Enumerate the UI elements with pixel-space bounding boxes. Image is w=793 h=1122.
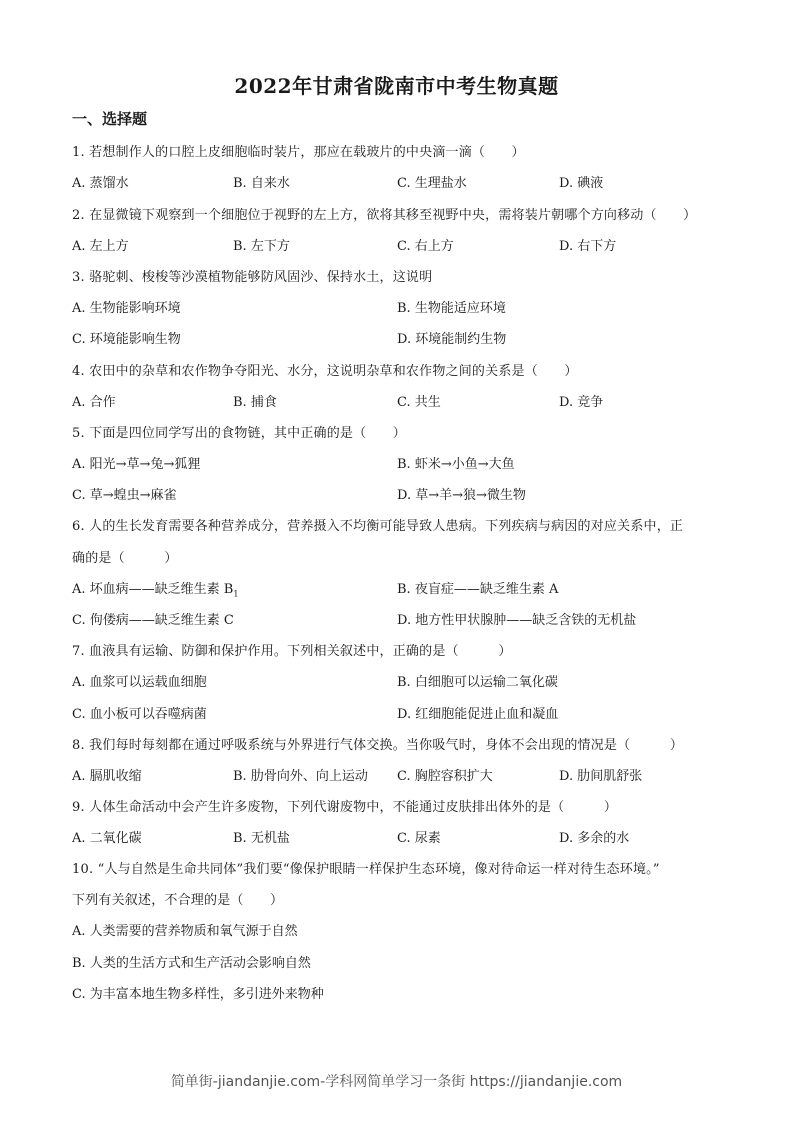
option-c: C. 血小板可以吞噬病菌 [72, 707, 207, 722]
section-heading: 一、选择题 [72, 110, 148, 128]
option-d: D. 肋间肌舒张 [559, 769, 643, 784]
option-b: B. 无机盐 [233, 831, 290, 846]
option-d: D. 红细胞能促进止血和凝血 [397, 707, 559, 722]
question-stem: 9. 人体生命活动中会产生许多废物，下列代谢废物中，不能通过皮肤排出体外的是（ ） [72, 800, 618, 815]
option-a: A. 蒸馏水 [72, 176, 129, 191]
question-stem: 5. 下面是四位同学写出的食物链，其中正确的是（ ） [72, 426, 406, 441]
option-a: A. 阳光→草→兔→狐狸 [72, 457, 201, 472]
option-c: C. 共生 [397, 395, 441, 410]
option-b: B. 左下方 [233, 239, 290, 254]
option-a [72, 578, 238, 599]
option-d: D. 地方性甲状腺肿——缺乏含铁的无机盐 [397, 613, 637, 628]
question-stem: 1. 若想制作人的口腔上皮细胞临时装片，那应在载玻片的中央滴一滴（ ） [72, 145, 525, 160]
option-c: C. 为丰富本地生物多样性，多引进外来物种 [72, 987, 324, 1002]
option-c: C. 环境能影响生物 [72, 332, 181, 347]
question-stem: 3. 骆驼刺、梭梭等沙漠植物能够防风固沙、保持水土，这说明 [72, 270, 433, 285]
option-c: C. 胸腔容积扩大 [397, 769, 493, 784]
option-b: B. 夜盲症——缺乏维生素 A [397, 582, 559, 597]
question-stem-continued: 下列有关叙述，不合理的是（ ） [72, 893, 284, 908]
option-a: A. 二氧化碳 [72, 831, 142, 846]
option-a: A. 人类需要的营养物质和氧气源于自然 [72, 924, 298, 939]
footer-watermark: 简单街-jiandanjie.com-学科网简单学习一条街 https://jiandanjie.com [170, 1074, 623, 1090]
option-c: C. 右上方 [397, 239, 454, 254]
option-a: A. 血浆可以运载血细胞 [72, 675, 207, 690]
option-d: D. 多余的水 [559, 831, 630, 846]
question-stem: 2. 在显微镜下观察到一个细胞位于视野的左上方，欲将其移至视野中央，需将装片朝哪个方向移动（ ） [72, 208, 697, 223]
option-d: D. 右下方 [559, 239, 617, 254]
option-b: B. 虾米→小鱼→大鱼 [397, 457, 515, 472]
option-a: A. 左上方 [72, 239, 129, 254]
question-stem: 6. 人的生长发育需要各种营养成分，营养摄入不均衡可能导致人患病。下列疾病与病因的对应关系中，正 [72, 519, 684, 534]
option-d: D. 草→羊→狼→微生物 [397, 488, 526, 503]
question-stem: 10. “人与自然是生命共同体”我们要“像保护眼睛一样保护生态环境，像对待命运一样对待生态环境。” [72, 862, 660, 877]
page-title: 2022年甘肃省陇南市中考生物真题 [234, 74, 559, 98]
option-d: D. 碘液 [559, 176, 604, 191]
option-b: B. 白细胞可以运输二氧化碳 [397, 675, 558, 690]
option-c: C. 佝偻病——缺乏维生素 C [72, 613, 234, 628]
option-c: C. 草→蝗虫→麻雀 [72, 488, 177, 503]
option-d: D. 竞争 [559, 395, 604, 410]
option-a-text: A. 坏血病——缺乏维生素 B [72, 582, 234, 597]
subscript: 1 [233, 589, 239, 599]
question-stem: 8. 我们每时每刻都在通过呼吸系统与外界进行气体交换。当你吸气时，身体不会出现的情况是（ ） [72, 738, 684, 753]
option-a: A. 膈肌收缩 [72, 769, 142, 784]
option-a: A. 生物能影响环境 [72, 301, 181, 316]
question-stem: 4. 农田中的杂草和农作物争夺阳光、水分，这说明杂草和农作物之间的关系是（ ） [72, 364, 578, 379]
option-a: A. 合作 [72, 395, 116, 410]
option-b: B. 人类的生活方式和生产活动会影响自然 [72, 956, 311, 971]
option-b: B. 捕食 [233, 395, 277, 410]
option-b: B. 生物能适应环境 [397, 301, 506, 316]
option-d: D. 环境能制约生物 [397, 332, 507, 347]
question-stem: 7. 血液具有运输、防御和保护作用。下列相关叙述中，正确的是（ ） [72, 644, 512, 659]
question-stem-continued: 确的是（ ） [72, 551, 178, 566]
option-c: C. 尿素 [397, 831, 441, 846]
option-c: C. 生理盐水 [397, 176, 467, 191]
option-b: B. 肋骨向外、向上运动 [233, 769, 368, 784]
option-b: B. 自来水 [233, 176, 290, 191]
